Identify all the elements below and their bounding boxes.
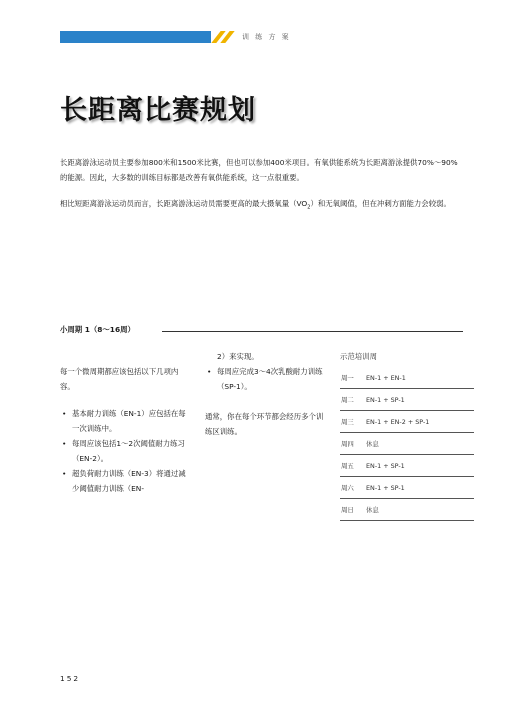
table-row — [340, 411, 474, 433]
day-cell: 周六 — [340, 477, 366, 499]
bullet-list-left — [60, 406, 190, 496]
page-number: 152 — [60, 674, 81, 683]
bullet-item: • 每周应该包括1～2次阈值耐力练习（EN-2）。 — [60, 436, 190, 466]
text-column-middle — [205, 349, 325, 439]
bullet-item: • 超负荷耐力训练（EN-3）将通过减少阈值耐力训练（EN- — [60, 466, 190, 496]
day-cell: 周日 — [340, 499, 366, 521]
plan-cell: EN-1 + EN-1 — [366, 367, 474, 389]
bullet-item: • 基本耐力训练（EN-1）应包括在每一次训练中。 — [60, 406, 190, 436]
table-row — [340, 477, 474, 499]
table-row — [340, 455, 474, 477]
plan-cell: EN-1 + EN-2 + SP-1 — [366, 411, 474, 433]
table-title: 示范培训周 — [340, 352, 377, 361]
day-cell: 周五 — [340, 455, 366, 477]
microcycle-title: 小周期 1（8～16周） — [60, 325, 135, 334]
vo2-subscript: 2 — [307, 204, 311, 211]
table-row — [340, 433, 474, 455]
day-cell: 周二 — [340, 389, 366, 411]
table-row — [340, 367, 474, 389]
header-color-band — [60, 31, 211, 43]
closing-note: 通常，你在每个环节都会经历多个训练区训练。 — [205, 412, 324, 436]
day-cell: 周一 — [340, 367, 366, 389]
intro-paragraph-2-before: 相比短距离游泳运动员而言，长距离游泳运动员需要更高的最大摄氧量（VO — [60, 199, 308, 208]
plan-cell: 休息 — [366, 499, 474, 521]
schedule-table — [340, 367, 474, 521]
bullet-continuation: 2）来实现。 — [217, 352, 259, 361]
sample-week-table — [340, 351, 474, 521]
plan-cell: 休息 — [366, 433, 474, 455]
page-title: 长距离比赛规划 — [60, 95, 256, 126]
day-cell: 周三 — [340, 411, 366, 433]
text-column-left — [60, 364, 190, 496]
intro-paragraph-2-after: ）和无氧阈值，但在冲刺方面能力会较弱。 — [310, 199, 451, 208]
intro-paragraph-2 — [60, 196, 465, 215]
intro-paragraph-1: 长距离游泳运动员主要参加800米和1500米比赛，但也可以参加400米项目。有氧供能系统为长距离游泳提供70%～90%的能源。因此，大多数的训练目标都是改善有氧供能系统，这一点很重要。 — [60, 158, 458, 182]
plan-cell: EN-1 + SP-1 — [366, 389, 474, 411]
table-row — [340, 499, 474, 521]
plan-cell: EN-1 + SP-1 — [366, 455, 474, 477]
section-divider — [162, 331, 463, 332]
table-row — [340, 389, 474, 411]
bullet-list-middle — [205, 364, 325, 394]
microcycle-lead: 每一个微周期都应该包括以下几项内容。 — [60, 367, 179, 391]
bullet-item: • 每周应完成3～4次乳酸耐力训练（SP-1）。 — [205, 364, 325, 394]
plan-cell: EN-1 + SP-1 — [366, 477, 474, 499]
running-header-label: 训 练 方 案 — [242, 33, 291, 41]
day-cell: 周四 — [340, 433, 366, 455]
